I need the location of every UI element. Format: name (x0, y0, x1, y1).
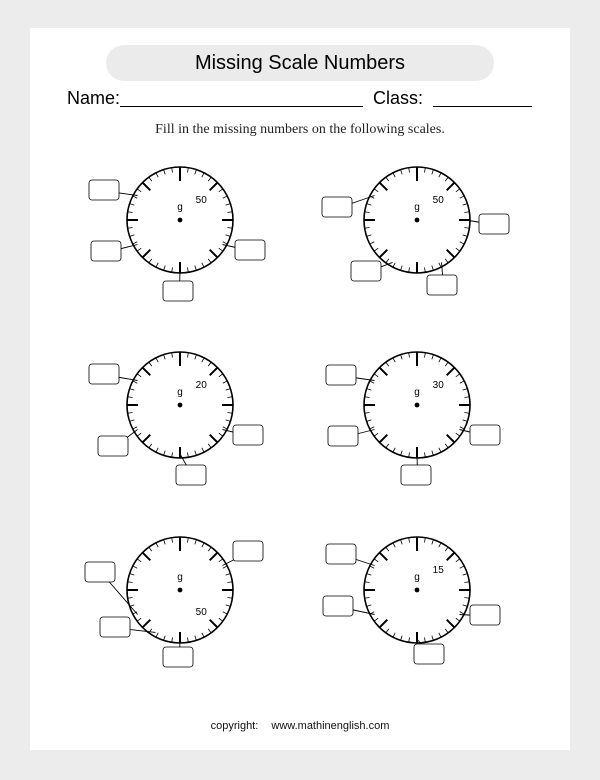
minor-tick (227, 212, 232, 213)
minor-tick (432, 636, 434, 641)
minor-tick (374, 374, 378, 377)
minor-tick (393, 633, 395, 637)
answer-box[interactable] (233, 541, 263, 561)
minor-tick (223, 196, 227, 198)
major-tick (143, 620, 151, 628)
unit-label: g (414, 202, 420, 213)
minor-tick (208, 259, 211, 263)
minor-tick (401, 636, 403, 641)
unit-label: g (177, 572, 183, 583)
minor-tick (367, 605, 372, 607)
minor-tick (208, 362, 211, 366)
minor-tick (460, 381, 464, 383)
minor-tick (219, 374, 223, 377)
minor-tick (202, 358, 204, 362)
minor-tick (367, 574, 372, 576)
minor-tick (133, 381, 137, 383)
answer-box[interactable] (100, 617, 130, 637)
minor-tick (226, 574, 231, 576)
major-tick (380, 250, 388, 258)
scale-dial (323, 537, 500, 664)
minor-tick (130, 235, 135, 237)
major-tick (210, 620, 218, 628)
instructions-text: Fill in the missing numbers on the following scales. (155, 122, 445, 137)
minor-tick (149, 259, 152, 263)
minor-tick (365, 598, 370, 599)
minor-tick (156, 358, 158, 362)
minor-tick (156, 633, 158, 637)
minor-tick (439, 633, 441, 637)
minor-tick (137, 374, 141, 377)
major-tick (210, 250, 218, 258)
minor-tick (445, 444, 448, 448)
minor-tick (425, 538, 426, 543)
answer-box[interactable] (427, 275, 457, 295)
unit-label: g (177, 202, 183, 213)
minor-tick (367, 204, 372, 206)
minor-tick (409, 168, 410, 173)
minor-tick (172, 168, 173, 173)
minor-tick (137, 618, 141, 621)
minor-tick (386, 547, 389, 551)
major-tick (210, 435, 218, 443)
minor-tick (149, 444, 152, 448)
minor-tick (164, 451, 166, 456)
minor-tick (393, 448, 395, 452)
minor-tick (463, 574, 468, 576)
minor-tick (460, 612, 464, 614)
minor-tick (456, 433, 460, 436)
answer-box[interactable] (470, 425, 500, 445)
minor-tick (149, 547, 152, 551)
minor-tick (393, 263, 395, 267)
major-tick (447, 620, 455, 628)
major-tick (447, 183, 455, 191)
minor-tick (409, 353, 410, 358)
unit-label: g (414, 387, 420, 398)
major-tick (143, 250, 151, 258)
minor-tick (149, 177, 152, 181)
minor-tick (463, 235, 468, 237)
scale-dial (326, 352, 500, 485)
minor-tick (464, 212, 469, 213)
major-tick (380, 620, 388, 628)
minor-tick (130, 420, 135, 422)
minor-tick (195, 266, 197, 271)
minor-tick (370, 427, 374, 429)
dial-center-dot (178, 403, 183, 408)
scale-value-label: 50 (432, 194, 444, 206)
minor-tick (432, 170, 434, 175)
answer-box[interactable] (470, 605, 500, 625)
answer-box[interactable] (326, 544, 356, 564)
minor-tick (393, 173, 395, 177)
minor-tick (439, 173, 441, 177)
minor-tick (464, 598, 469, 599)
minor-tick (133, 242, 137, 244)
minor-tick (445, 259, 448, 263)
minor-tick (172, 452, 173, 457)
minor-tick (172, 267, 173, 272)
class-label: Class: (373, 88, 424, 108)
dial-center-dot (178, 588, 183, 593)
major-tick (447, 553, 455, 561)
answer-box[interactable] (328, 426, 358, 446)
minor-tick (409, 267, 410, 272)
answer-box[interactable] (401, 465, 431, 485)
minor-tick (409, 637, 410, 642)
major-tick (380, 553, 388, 561)
minor-tick (202, 263, 204, 267)
minor-tick (164, 266, 166, 271)
minor-tick (227, 598, 232, 599)
minor-tick (172, 353, 173, 358)
minor-tick (156, 448, 158, 452)
minor-tick (386, 629, 389, 633)
minor-tick (432, 355, 434, 360)
minor-tick (456, 559, 460, 562)
minor-tick (202, 633, 204, 637)
minor-tick (401, 451, 403, 456)
minor-tick (137, 559, 141, 562)
minor-tick (365, 228, 370, 229)
minor-tick (208, 444, 211, 448)
minor-tick (432, 451, 434, 456)
scale-dial (85, 537, 263, 667)
minor-tick (164, 540, 166, 545)
answer-box[interactable] (233, 425, 263, 445)
unit-label: g (177, 387, 183, 398)
minor-tick (367, 389, 372, 391)
minor-tick (401, 170, 403, 175)
minor-tick (223, 566, 227, 568)
minor-tick (370, 566, 374, 568)
minor-tick (445, 177, 448, 181)
minor-tick (445, 547, 448, 551)
minor-tick (223, 427, 227, 429)
minor-tick (463, 605, 468, 607)
minor-tick (365, 413, 370, 414)
answer-box[interactable] (163, 647, 193, 667)
minor-tick (223, 612, 227, 614)
minor-tick (370, 381, 374, 383)
minor-tick (208, 629, 211, 633)
minor-tick (188, 168, 189, 173)
answer-box[interactable] (414, 644, 444, 664)
minor-tick (227, 397, 232, 398)
scale-dial (89, 167, 265, 301)
minor-tick (219, 248, 223, 251)
minor-tick (374, 189, 378, 192)
minor-tick (156, 263, 158, 267)
answer-box[interactable] (89, 364, 119, 384)
copyright-label: copyright: (210, 720, 259, 732)
major-tick (143, 183, 151, 191)
minor-tick (409, 452, 410, 457)
minor-tick (133, 566, 137, 568)
major-tick (210, 368, 218, 376)
minor-tick (164, 170, 166, 175)
minor-tick (365, 582, 370, 583)
minor-tick (133, 427, 137, 429)
minor-tick (456, 189, 460, 192)
minor-tick (464, 397, 469, 398)
minor-tick (219, 618, 223, 621)
minor-tick (439, 263, 441, 267)
minor-tick (137, 248, 141, 251)
minor-tick (374, 433, 378, 436)
minor-tick (188, 452, 189, 457)
answer-box[interactable] (235, 240, 265, 260)
name-label: Name: (67, 88, 121, 108)
minor-tick (463, 204, 468, 206)
minor-tick (386, 362, 389, 366)
minor-tick (133, 196, 137, 198)
minor-tick (227, 228, 232, 229)
minor-tick (401, 540, 403, 545)
unit-label: g (414, 572, 420, 583)
minor-tick (393, 543, 395, 547)
scale-dial (89, 352, 263, 485)
minor-tick (164, 636, 166, 641)
minor-tick (386, 177, 389, 181)
minor-tick (128, 228, 133, 229)
minor-tick (188, 353, 189, 358)
minor-tick (464, 228, 469, 229)
minor-tick (409, 538, 410, 543)
minor-tick (188, 637, 189, 642)
minor-tick (386, 259, 389, 263)
minor-tick (219, 189, 223, 192)
minor-tick (456, 248, 460, 251)
scale-value-label: 50 (195, 194, 207, 206)
minor-tick (432, 540, 434, 545)
major-tick (143, 435, 151, 443)
minor-tick (227, 582, 232, 583)
minor-tick (439, 448, 441, 452)
minor-tick (195, 451, 197, 456)
minor-tick (460, 242, 464, 244)
scale-value-label: 50 (195, 607, 207, 619)
minor-tick (367, 420, 372, 422)
scale-dial (322, 167, 509, 295)
minor-tick (460, 566, 464, 568)
minor-tick (370, 242, 374, 244)
minor-tick (445, 362, 448, 366)
minor-tick (226, 204, 231, 206)
minor-tick (226, 389, 231, 391)
minor-tick (137, 189, 141, 192)
major-tick (447, 368, 455, 376)
answer-box[interactable] (176, 465, 206, 485)
footer (0, 720, 600, 732)
minor-tick (195, 540, 197, 545)
major-tick (143, 368, 151, 376)
minor-tick (188, 538, 189, 543)
minor-tick (456, 618, 460, 621)
answer-box[interactable] (98, 436, 128, 456)
minor-tick (149, 362, 152, 366)
major-tick (380, 435, 388, 443)
minor-tick (128, 582, 133, 583)
minor-tick (172, 637, 173, 642)
minor-tick (208, 177, 211, 181)
minor-tick (128, 413, 133, 414)
minor-tick (156, 543, 158, 547)
answer-box[interactable] (326, 365, 356, 385)
minor-tick (425, 168, 426, 173)
minor-tick (401, 355, 403, 360)
minor-tick (130, 574, 135, 576)
minor-tick (464, 413, 469, 414)
minor-tick (227, 413, 232, 414)
minor-tick (374, 559, 378, 562)
minor-tick (188, 267, 189, 272)
minor-tick (156, 173, 158, 177)
answer-box[interactable] (91, 241, 121, 261)
dial-center-dot (415, 588, 420, 593)
major-tick (210, 183, 218, 191)
minor-tick (226, 235, 231, 237)
answer-box[interactable] (89, 180, 119, 200)
answer-box[interactable] (351, 261, 381, 281)
minor-tick (202, 173, 204, 177)
minor-tick (172, 538, 173, 543)
answer-box[interactable] (163, 281, 193, 301)
minor-tick (464, 582, 469, 583)
minor-tick (195, 355, 197, 360)
minor-tick (386, 444, 389, 448)
minor-tick (195, 170, 197, 175)
answer-box[interactable] (479, 214, 509, 234)
answer-box[interactable] (85, 562, 115, 582)
minor-tick (202, 543, 204, 547)
minor-tick (367, 235, 372, 237)
minor-tick (202, 448, 204, 452)
minor-tick (128, 598, 133, 599)
minor-tick (463, 420, 468, 422)
minor-tick (226, 605, 231, 607)
minor-tick (365, 212, 370, 213)
major-tick (143, 553, 151, 561)
answer-box[interactable] (323, 596, 353, 616)
minor-tick (445, 629, 448, 633)
minor-tick (432, 266, 434, 271)
minor-tick (130, 204, 135, 206)
answer-box[interactable] (322, 197, 352, 217)
minor-tick (219, 559, 223, 562)
minor-tick (463, 389, 468, 391)
minor-tick (130, 389, 135, 391)
major-tick (210, 553, 218, 561)
minor-tick (374, 618, 378, 621)
minor-tick (393, 358, 395, 362)
minor-tick (137, 433, 141, 436)
major-tick (447, 250, 455, 258)
dial-center-dot (415, 218, 420, 223)
dial-center-dot (415, 403, 420, 408)
minor-tick (425, 267, 426, 272)
major-tick (447, 435, 455, 443)
scale-value-label: 20 (195, 379, 207, 391)
minor-tick (425, 637, 426, 642)
minor-tick (401, 266, 403, 271)
minor-tick (128, 397, 133, 398)
minor-tick (425, 452, 426, 457)
minor-tick (460, 427, 464, 429)
minor-tick (456, 374, 460, 377)
scale-value-label: 30 (432, 379, 444, 391)
minor-tick (460, 196, 464, 198)
minor-tick (223, 242, 227, 244)
minor-tick (439, 543, 441, 547)
minor-tick (226, 420, 231, 422)
minor-tick (374, 248, 378, 251)
minor-tick (219, 433, 223, 436)
minor-tick (425, 353, 426, 358)
minor-tick (128, 212, 133, 213)
website-link[interactable]: www.mathinenglish.com (271, 720, 390, 732)
scale-value-label: 15 (432, 564, 444, 576)
major-tick (380, 368, 388, 376)
major-tick (380, 183, 388, 191)
worksheet-title: Missing Scale Numbers (106, 45, 494, 81)
minor-tick (223, 381, 227, 383)
minor-tick (365, 397, 370, 398)
minor-tick (195, 636, 197, 641)
minor-tick (164, 355, 166, 360)
minor-tick (208, 547, 211, 551)
minor-tick (439, 358, 441, 362)
dial-center-dot (178, 218, 183, 223)
